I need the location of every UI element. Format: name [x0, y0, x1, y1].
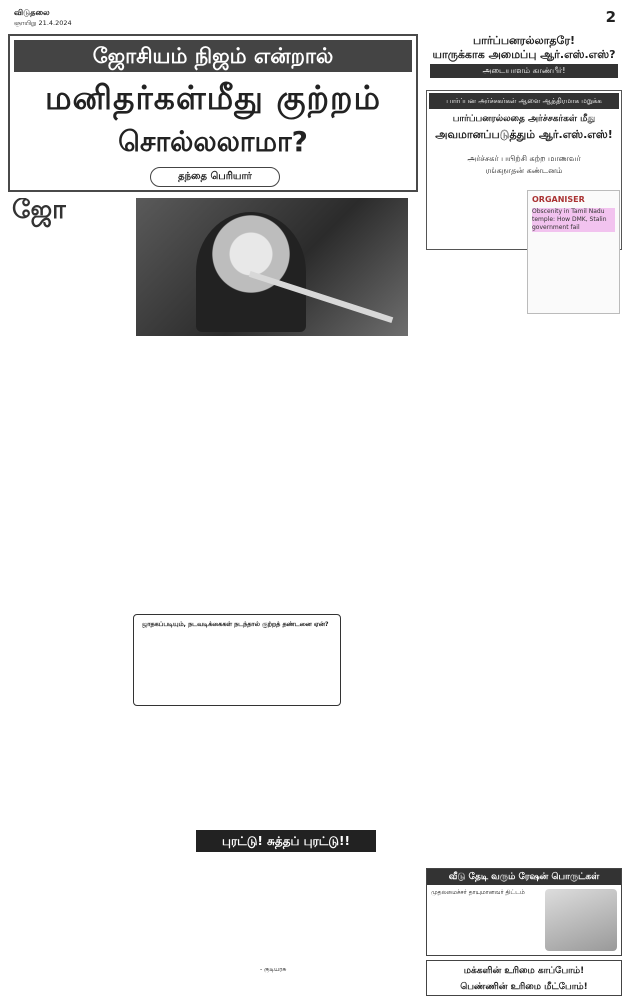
article-column-2 — [136, 344, 270, 606]
headline-top: ஜோசியம் நிஜம் என்றால் — [14, 40, 412, 72]
sign: - குடியரசு — [260, 966, 287, 973]
right-title-3: அர்ச்சகர் பயிற்சி கற்ற மாணவர் — [467, 154, 581, 163]
headline-sub: சொல்லலாமா? — [118, 125, 308, 158]
byline: தந்தை பெரியார் — [150, 167, 280, 187]
right-band: பார்ப்பன அர்ச்சகர்கள் ஆளை ஆத்திரமாக மறுக்க — [429, 93, 619, 109]
footer-line-2: பெண்ணின் உரிமை மீட்போம்! — [460, 982, 588, 992]
clip-title: Obscenity in Tamil Nadu temple: How DMK, Stalin government fail — [532, 208, 615, 232]
organiser-clip — [527, 190, 620, 314]
article-bottom — [12, 860, 410, 960]
ration-ad — [426, 868, 622, 956]
article-column-4 — [136, 712, 270, 822]
ad-band: வீடு தேடி வரும் ரேஷன் பொருட்கள் — [427, 869, 621, 885]
periyar-photo — [136, 198, 408, 336]
quote-box: ஜாதகப்படியும், நடவடிக்கைகள் நடந்தால் குற்றத் தண்டனை ஏன்? — [133, 614, 341, 706]
right-title-2: அவமானப்படுத்தும் ஆர்.எஸ்.எஸ்! — [435, 128, 613, 141]
right-title-1: பார்ப்பனரல்லதை அர்ச்சகர்கள் மீது — [452, 114, 596, 124]
clip-logo: ORGANISER — [532, 195, 585, 204]
right-column-3 — [530, 322, 622, 862]
headline-main: மனிதர்கள்மீது குற்றம் — [44, 78, 382, 117]
paper-name: விடுதலை — [14, 8, 50, 17]
article-column-1 — [12, 198, 130, 958]
footer-box — [426, 960, 622, 996]
section-bar: புரட்டு! சுத்தப் புரட்டு!! — [196, 830, 376, 852]
right-title-4: ரங்கநாதன் கண்டனம் — [485, 166, 563, 175]
right-head-line-2: யாருக்காக அமைப்பு ஆர்.எஸ்.எஸ்? — [432, 48, 616, 61]
page-number: 2 — [605, 8, 616, 26]
right-column-2 — [430, 322, 522, 862]
headline-box — [8, 34, 418, 192]
article-column-5 — [276, 712, 410, 822]
right-column-1 — [430, 190, 522, 314]
ad-image — [545, 889, 617, 951]
drop-cap: ஜோ — [12, 198, 66, 225]
ad-text: முதலமைச்சர் தாயுமானவர் திட்டம் — [431, 889, 525, 896]
paper-date: ஞாயிறு 21.4.2024 — [14, 19, 72, 27]
footer-line-1: மக்களின் உரிமை காப்போம்! — [463, 966, 585, 976]
article-column-3 — [276, 344, 410, 606]
right-head-line-1: பார்ப்பனரல்லாதரே! — [472, 34, 576, 47]
right-headline — [426, 34, 622, 62]
right-subhead: அடையாளம் காண்பீர்! — [430, 64, 618, 78]
masthead — [8, 2, 622, 30]
